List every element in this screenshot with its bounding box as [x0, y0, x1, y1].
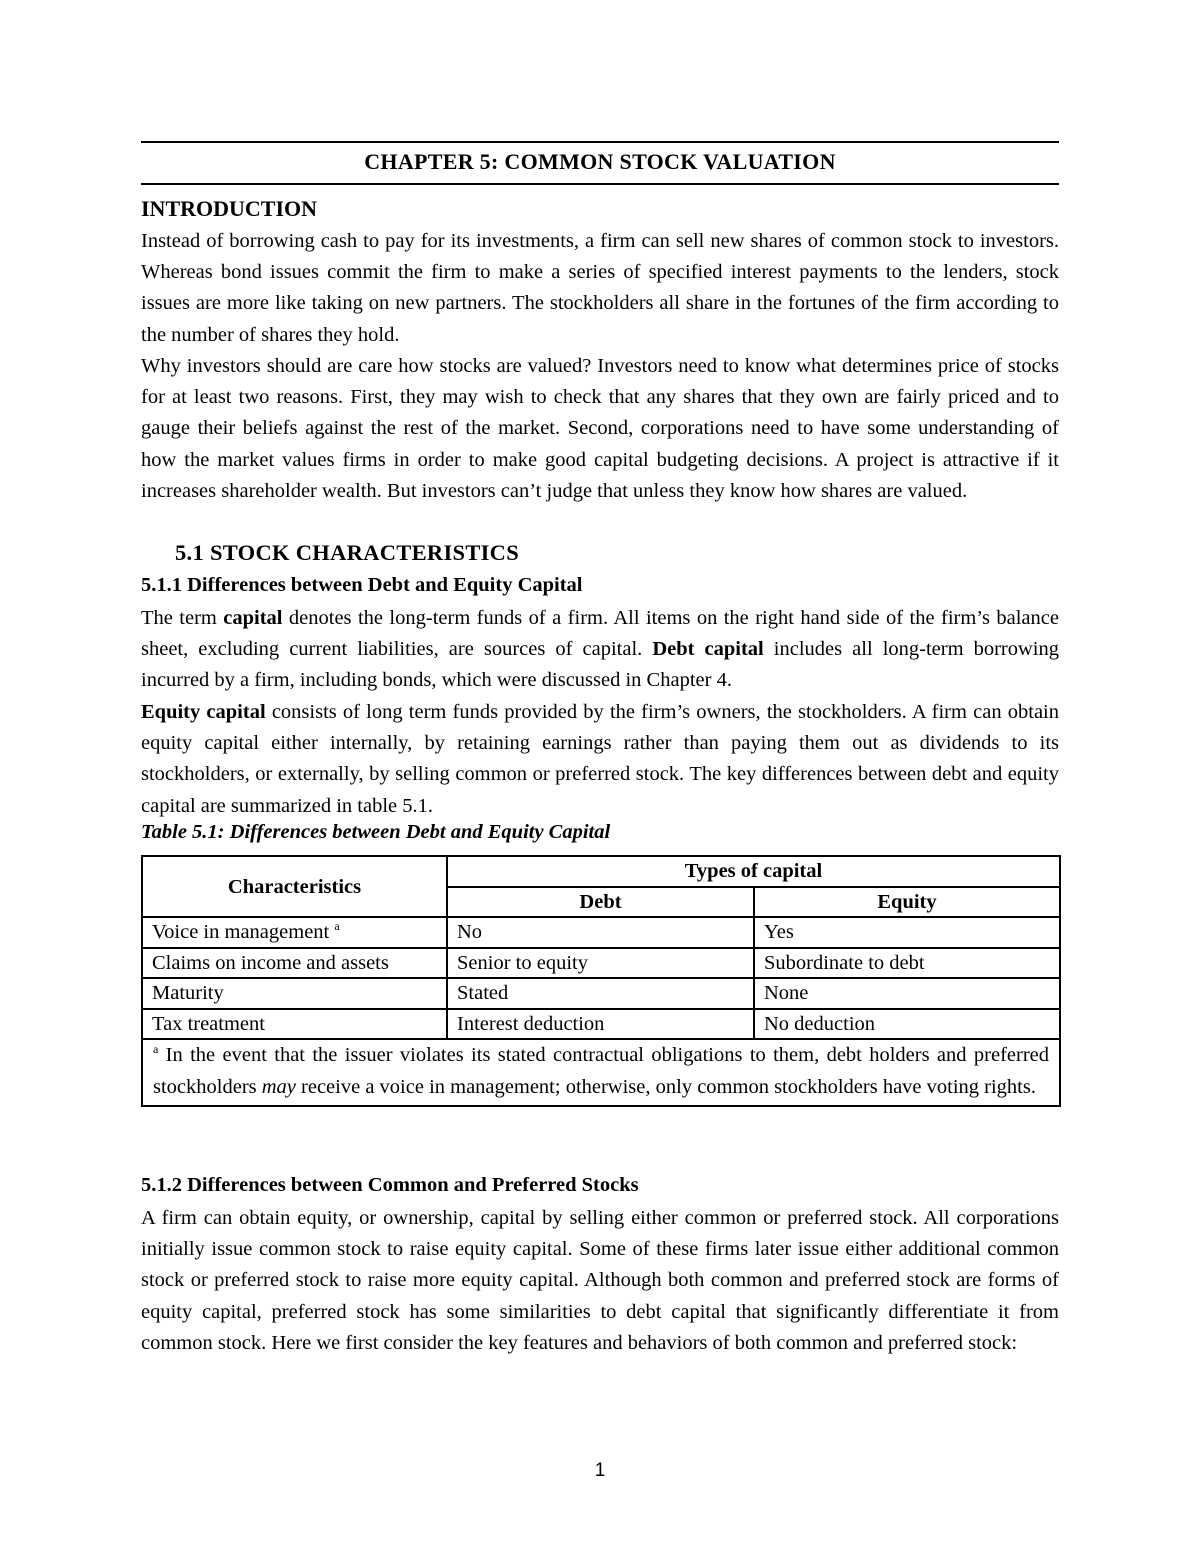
- debt-cell: Interest deduction: [447, 1009, 754, 1040]
- page-number: 1: [594, 1460, 606, 1481]
- equity-capital-paragraph: Equity capital consists of long term funds provided by the firm’s owners, the stockholders. A firm can obtain equity capital either internally, by retaining earnings rather than paying them out as dividends to its stockholders, or externally, by selling common or preferred stock. The key differences between debt and equity capital are summarized in table 5.1.: [141, 701, 1059, 817]
- row-label: Maturity: [142, 978, 447, 1009]
- footnote-marker: a: [334, 919, 340, 934]
- table-row: [142, 1009, 1060, 1040]
- row-label: Tax treatment: [142, 1009, 447, 1040]
- row-label: Voice in management $^a$: [142, 917, 447, 948]
- chapter-title: CHAPTER 5: COMMON STOCK VALUATION: [364, 149, 836, 174]
- header-equity: Equity: [754, 887, 1060, 918]
- debt-cell: No: [447, 917, 754, 948]
- debt-equity-paragraph: The term capital denotes the long-term funds of a firm. All items on the right hand side of the firm’s balance sheet, excluding current liabilities, are sources of capital. Debt capital includes all long-term borrowing incurred by a firm, including bonds, which were discussed in Chapter 4.: [141, 607, 1059, 692]
- equity-cell: None: [754, 978, 1060, 1009]
- title-top-rule: [141, 141, 1059, 143]
- capital-comparison-table: [141, 855, 1061, 1107]
- table-caption: Table 5.1: Differences between Debt and Equity Capital: [141, 821, 611, 843]
- debt-cell: Stated: [447, 978, 754, 1009]
- intro-paragraph: Why investors should are care how stocks are valued? Investors need to know what determines price of stocks for at least two reasons. First, they may wish to check that any shares that they own are fairly priced and to gauge their beliefs against the rest of the market. Second, corporations need to have some understanding of how the market values firms in order to make good capital budgeting decisions. A project is attractive if it increases shareholder wealth. But investors can’t judge that unless they know how shares are valued.: [141, 355, 1059, 502]
- table-row: [142, 978, 1060, 1009]
- subsection-heading: 5.1.2 Differences between Common and Preferred Stocks: [141, 1174, 639, 1196]
- table-row: [142, 917, 1060, 948]
- header-characteristics: Characteristics: [142, 856, 447, 917]
- title-bottom-rule: [141, 183, 1059, 185]
- header-types-of-capital: Types of capital: [447, 856, 1060, 887]
- row-label: Claims on income and assets: [142, 948, 447, 979]
- footnote-marker: a: [153, 1042, 159, 1057]
- equity-cell: Yes: [754, 917, 1060, 948]
- equity-cell: No deduction: [754, 1009, 1060, 1040]
- header-debt: Debt: [447, 887, 754, 918]
- intro-heading: INTRODUCTION: [141, 196, 318, 221]
- section-heading: 5.1 STOCK CHARACTERISTICS: [175, 540, 520, 565]
- table-footnote: $^a$ In the event that the issuer violates its stated contractual obligations to them, debt holders and preferred stockholders may receive a voice in management; otherwise, only common stockholders have voting rights.: [142, 1039, 1060, 1106]
- debt-cell: Senior to equity: [447, 948, 754, 979]
- common-preferred-paragraph: A firm can obtain equity, or ownership, capital by selling either common or preferred stock. All corporations initially issue common stock to raise equity capital. Some of these firms later issue either additional common stock or preferred stock to raise more equity capital. Although both common and preferred stock are forms of equity capital, preferred stock has some similarities to debt capital that significantly differentiate it from common stock. Here we first consider the key features and behaviors of both common and preferred stock:: [141, 1207, 1059, 1354]
- table-row: [142, 948, 1060, 979]
- intro-paragraph: Instead of borrowing cash to pay for its investments, a firm can sell new shares of common stock to investors. Whereas bond issues commit the firm to make a series of specified interest payments to the lenders, stock issues are more like taking on new partners. The stockholders all share in the fortunes of the firm according to the number of shares they hold.: [141, 230, 1059, 346]
- equity-cell: Subordinate to debt: [754, 948, 1060, 979]
- subsection-heading: 5.1.1 Differences between Debt and Equity Capital: [141, 574, 583, 596]
